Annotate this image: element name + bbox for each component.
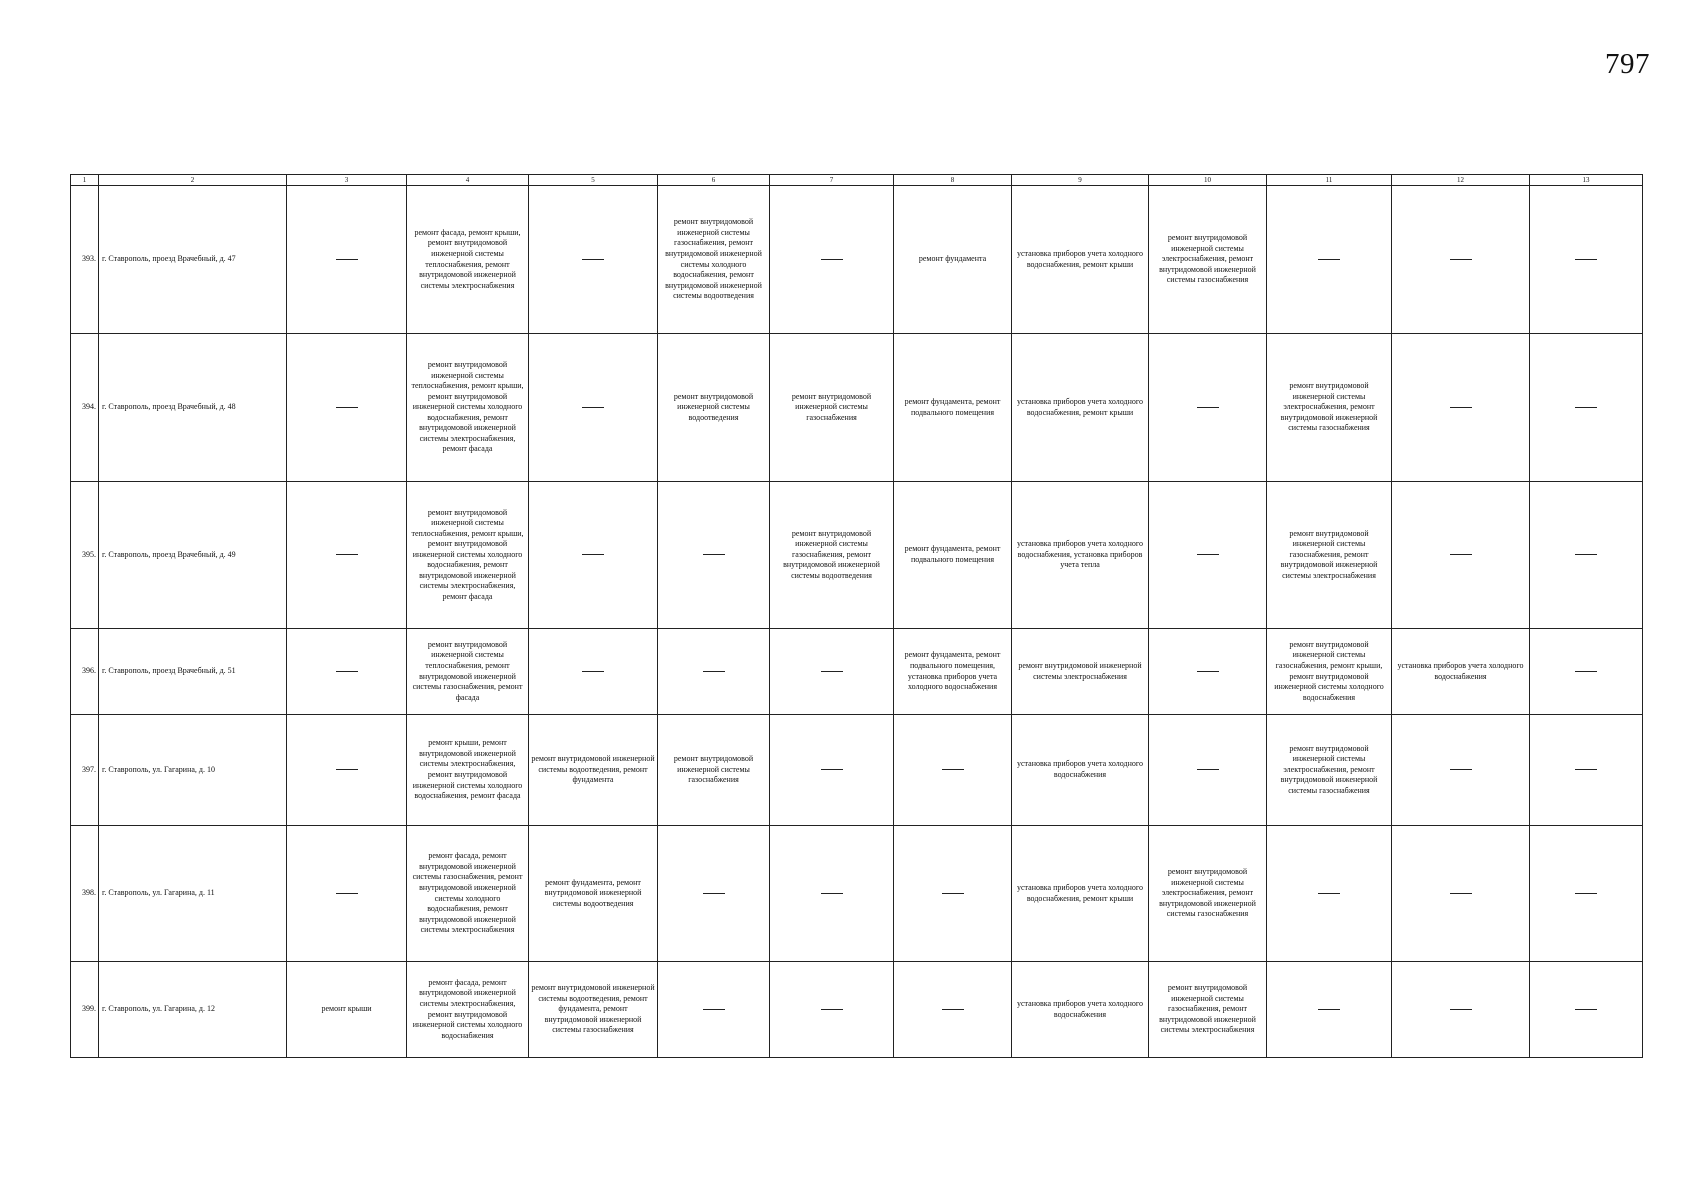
- empty-cell: [894, 962, 1012, 1058]
- dash-mark: [1450, 769, 1472, 770]
- dash-mark: [582, 259, 604, 260]
- work-type-cell: ремонт внутридомовой инженерной системы водоотведения, ремонт фундамента: [529, 715, 658, 826]
- empty-cell: [770, 186, 894, 334]
- row-number: 398.: [71, 826, 99, 962]
- empty-cell: [287, 826, 407, 962]
- dash-mark: [821, 1009, 843, 1010]
- work-type-cell: ремонт внутридомовой инженерной системы водоотведения, ремонт фундамента, ремонт внутридомовой инженерной системы газоснабжения: [529, 962, 658, 1058]
- empty-cell: [1267, 826, 1392, 962]
- column-number: 13: [1530, 175, 1643, 186]
- empty-cell: [770, 826, 894, 962]
- work-type-cell: ремонт внутридомовой инженерной системы электроснабжения: [1012, 629, 1149, 715]
- row-number: 397.: [71, 715, 99, 826]
- dash-mark: [942, 1009, 964, 1010]
- work-type-cell: ремонт фасада, ремонт крыши, ремонт внутридомовой инженерной системы теплоснабжения, ремонт внутридомовой инженерной системы электроснабжения: [407, 186, 529, 334]
- dash-mark: [1575, 769, 1597, 770]
- row-number: 399.: [71, 962, 99, 1058]
- empty-cell: [1149, 715, 1267, 826]
- dash-mark: [336, 769, 358, 770]
- row-number: 395.: [71, 482, 99, 629]
- column-number: 8: [894, 175, 1012, 186]
- table-row: [71, 715, 1643, 826]
- dash-mark: [821, 259, 843, 260]
- empty-cell: [529, 482, 658, 629]
- empty-cell: [770, 629, 894, 715]
- dash-mark: [582, 407, 604, 408]
- empty-cell: [658, 962, 770, 1058]
- dash-mark: [1318, 1009, 1340, 1010]
- dash-mark: [1197, 671, 1219, 672]
- row-number: 393.: [71, 186, 99, 334]
- column-number: 10: [1149, 175, 1267, 186]
- address-cell: г. Ставрополь, проезд Врачебный, д. 51: [99, 629, 287, 715]
- work-type-cell: установка приборов учета холодного водоснабжения, ремонт крыши: [1012, 334, 1149, 482]
- dash-mark: [1450, 1009, 1472, 1010]
- dash-mark: [942, 893, 964, 894]
- dash-mark: [703, 893, 725, 894]
- empty-cell: [287, 629, 407, 715]
- capital-repair-table: [70, 174, 1643, 1058]
- work-type-cell: установка приборов учета холодного водоснабжения: [1392, 629, 1530, 715]
- work-type-cell: установка приборов учета холодного водоснабжения, ремонт крыши: [1012, 186, 1149, 334]
- work-type-cell: установка приборов учета холодного водоснабжения: [1012, 715, 1149, 826]
- address-cell: г. Ставрополь, проезд Врачебный, д. 48: [99, 334, 287, 482]
- empty-cell: [658, 826, 770, 962]
- dash-mark: [336, 671, 358, 672]
- empty-cell: [1392, 186, 1530, 334]
- empty-cell: [1149, 482, 1267, 629]
- address-cell: г. Ставрополь, ул. Гагарина, д. 12: [99, 962, 287, 1058]
- empty-cell: [1530, 715, 1643, 826]
- work-type-cell: ремонт внутридомовой инженерной системы теплоснабжения, ремонт крыши, ремонт внутридомовой инженерной системы холодного водоснабжения, ремонт внутридомовой инженерной системы электроснабжения, ремонт фасада: [407, 482, 529, 629]
- work-type-cell: ремонт внутридомовой инженерной системы электроснабжения, ремонт внутридомовой инженерной системы газоснабжения: [1149, 186, 1267, 334]
- dash-mark: [336, 893, 358, 894]
- dash-mark: [1450, 407, 1472, 408]
- column-number: 12: [1392, 175, 1530, 186]
- empty-cell: [770, 715, 894, 826]
- table-row: [71, 826, 1643, 962]
- work-type-cell: ремонт фундамента: [894, 186, 1012, 334]
- work-type-cell: ремонт внутридомовой инженерной системы газоснабжения: [770, 334, 894, 482]
- dash-mark: [821, 671, 843, 672]
- empty-cell: [529, 186, 658, 334]
- empty-cell: [770, 962, 894, 1058]
- work-type-cell: ремонт фундамента, ремонт внутридомовой инженерной системы водоотведения: [529, 826, 658, 962]
- column-number: 9: [1012, 175, 1149, 186]
- dash-mark: [336, 554, 358, 555]
- work-type-cell: ремонт внутридомовой инженерной системы газоснабжения, ремонт внутридомовой инженерной системы электроснабжения: [1149, 962, 1267, 1058]
- address-cell: г. Ставрополь, ул. Гагарина, д. 11: [99, 826, 287, 962]
- row-number: 396.: [71, 629, 99, 715]
- empty-cell: [287, 186, 407, 334]
- work-type-cell: ремонт внутридомовой инженерной системы теплоснабжения, ремонт внутридомовой инженерной системы газоснабжения, ремонт фасада: [407, 629, 529, 715]
- empty-cell: [1530, 826, 1643, 962]
- dash-mark: [1450, 893, 1472, 894]
- dash-mark: [1197, 769, 1219, 770]
- empty-cell: [658, 482, 770, 629]
- empty-cell: [894, 826, 1012, 962]
- page-number: 797: [1605, 48, 1650, 80]
- empty-cell: [1392, 715, 1530, 826]
- work-type-cell: установка приборов учета холодного водоснабжения, установка приборов учета тепла: [1012, 482, 1149, 629]
- empty-cell: [1530, 629, 1643, 715]
- column-number: 3: [287, 175, 407, 186]
- dash-mark: [1450, 554, 1472, 555]
- work-type-cell: ремонт крыши, ремонт внутридомовой инженерной системы электроснабжения, ремонт внутридомовой инженерной системы холодного водоснабжения, ремонт фасада: [407, 715, 529, 826]
- work-type-cell: ремонт внутридомовой инженерной системы электроснабжения, ремонт внутридомовой инженерной системы газоснабжения: [1149, 826, 1267, 962]
- work-type-cell: ремонт фундамента, ремонт подвального помещения, установка приборов учета холодного водоснабжения: [894, 629, 1012, 715]
- empty-cell: [1267, 186, 1392, 334]
- dash-mark: [1197, 407, 1219, 408]
- dash-mark: [821, 769, 843, 770]
- empty-cell: [287, 715, 407, 826]
- work-type-cell: ремонт внутридомовой инженерной системы газоснабжения, ремонт внутридомовой инженерной системы холодного водоснабжения, ремонт внутридомовой инженерной системы водоотведения: [658, 186, 770, 334]
- empty-cell: [1149, 334, 1267, 482]
- dash-mark: [1197, 554, 1219, 555]
- dash-mark: [1318, 259, 1340, 260]
- dash-mark: [582, 554, 604, 555]
- column-number: 4: [407, 175, 529, 186]
- dash-mark: [942, 769, 964, 770]
- table-row: [71, 962, 1643, 1058]
- table-row: [71, 482, 1643, 629]
- dash-mark: [1575, 407, 1597, 408]
- address-cell: г. Ставрополь, проезд Врачебный, д. 49: [99, 482, 287, 629]
- column-number: 7: [770, 175, 894, 186]
- empty-cell: [1530, 482, 1643, 629]
- empty-cell: [529, 334, 658, 482]
- empty-cell: [1530, 962, 1643, 1058]
- dash-mark: [336, 407, 358, 408]
- empty-cell: [1149, 629, 1267, 715]
- dash-mark: [582, 671, 604, 672]
- table-row: [71, 186, 1643, 334]
- work-type-cell: ремонт внутридомовой инженерной системы газоснабжения, ремонт внутридомовой инженерной системы водоотведения: [770, 482, 894, 629]
- address-cell: г. Ставрополь, ул. Гагарина, д. 10: [99, 715, 287, 826]
- empty-cell: [529, 629, 658, 715]
- empty-cell: [1392, 962, 1530, 1058]
- row-number: 394.: [71, 334, 99, 482]
- dash-mark: [336, 259, 358, 260]
- empty-cell: [1530, 186, 1643, 334]
- dash-mark: [703, 671, 725, 672]
- column-number: 2: [99, 175, 287, 186]
- empty-cell: [1392, 482, 1530, 629]
- dash-mark: [703, 1009, 725, 1010]
- work-type-cell: ремонт внутридомовой инженерной системы газоснабжения: [658, 715, 770, 826]
- work-type-cell: ремонт фундамента, ремонт подвального помещения: [894, 334, 1012, 482]
- table-row: [71, 629, 1643, 715]
- work-type-cell: ремонт внутридомовой инженерной системы газоснабжения, ремонт внутридомовой инженерной системы электроснабжения: [1267, 482, 1392, 629]
- work-type-cell: ремонт фасада, ремонт внутридомовой инженерной системы электроснабжения, ремонт внутридомовой инженерной системы холодного водоснабжения: [407, 962, 529, 1058]
- dash-mark: [1575, 893, 1597, 894]
- empty-cell: [1392, 826, 1530, 962]
- column-number: 11: [1267, 175, 1392, 186]
- work-type-cell: ремонт фундамента, ремонт подвального помещения: [894, 482, 1012, 629]
- dash-mark: [1575, 1009, 1597, 1010]
- dash-mark: [821, 893, 843, 894]
- empty-cell: [1392, 334, 1530, 482]
- empty-cell: [1267, 962, 1392, 1058]
- work-type-cell: ремонт внутридомовой инженерной системы водоотведения: [658, 334, 770, 482]
- work-type-cell: ремонт крыши: [287, 962, 407, 1058]
- dash-mark: [1575, 259, 1597, 260]
- empty-cell: [894, 715, 1012, 826]
- empty-cell: [287, 334, 407, 482]
- address-cell: г. Ставрополь, проезд Врачебный, д. 47: [99, 186, 287, 334]
- work-type-cell: ремонт внутридомовой инженерной системы газоснабжения, ремонт крыши, ремонт внутридомовой инженерной системы холодного водоснабжения: [1267, 629, 1392, 715]
- dash-mark: [1575, 554, 1597, 555]
- dash-mark: [703, 554, 725, 555]
- dash-mark: [1318, 893, 1340, 894]
- work-type-cell: ремонт внутридомовой инженерной системы электроснабжения, ремонт внутридомовой инженерной системы газоснабжения: [1267, 334, 1392, 482]
- table-row: [71, 334, 1643, 482]
- column-number: 1: [71, 175, 99, 186]
- column-number: 5: [529, 175, 658, 186]
- column-number-row: [71, 175, 1643, 186]
- empty-cell: [1530, 334, 1643, 482]
- work-type-cell: ремонт внутридомовой инженерной системы электроснабжения, ремонт внутридомовой инженерной системы газоснабжения: [1267, 715, 1392, 826]
- dash-mark: [1575, 671, 1597, 672]
- empty-cell: [658, 629, 770, 715]
- work-type-cell: установка приборов учета холодного водоснабжения, ремонт крыши: [1012, 826, 1149, 962]
- work-type-cell: установка приборов учета холодного водоснабжения: [1012, 962, 1149, 1058]
- empty-cell: [287, 482, 407, 629]
- work-type-cell: ремонт фасада, ремонт внутридомовой инженерной системы газоснабжения, ремонт внутридомовой инженерной системы холодного водоснабжения, ремонт внутридомовой инженерной системы электроснабжения: [407, 826, 529, 962]
- dash-mark: [1450, 259, 1472, 260]
- column-number: 6: [658, 175, 770, 186]
- work-type-cell: ремонт внутридомовой инженерной системы теплоснабжения, ремонт крыши, ремонт внутридомовой инженерной системы холодного водоснабжения, ремонт внутридомовой инженерной системы электроснабжения, ремонт фасада: [407, 334, 529, 482]
